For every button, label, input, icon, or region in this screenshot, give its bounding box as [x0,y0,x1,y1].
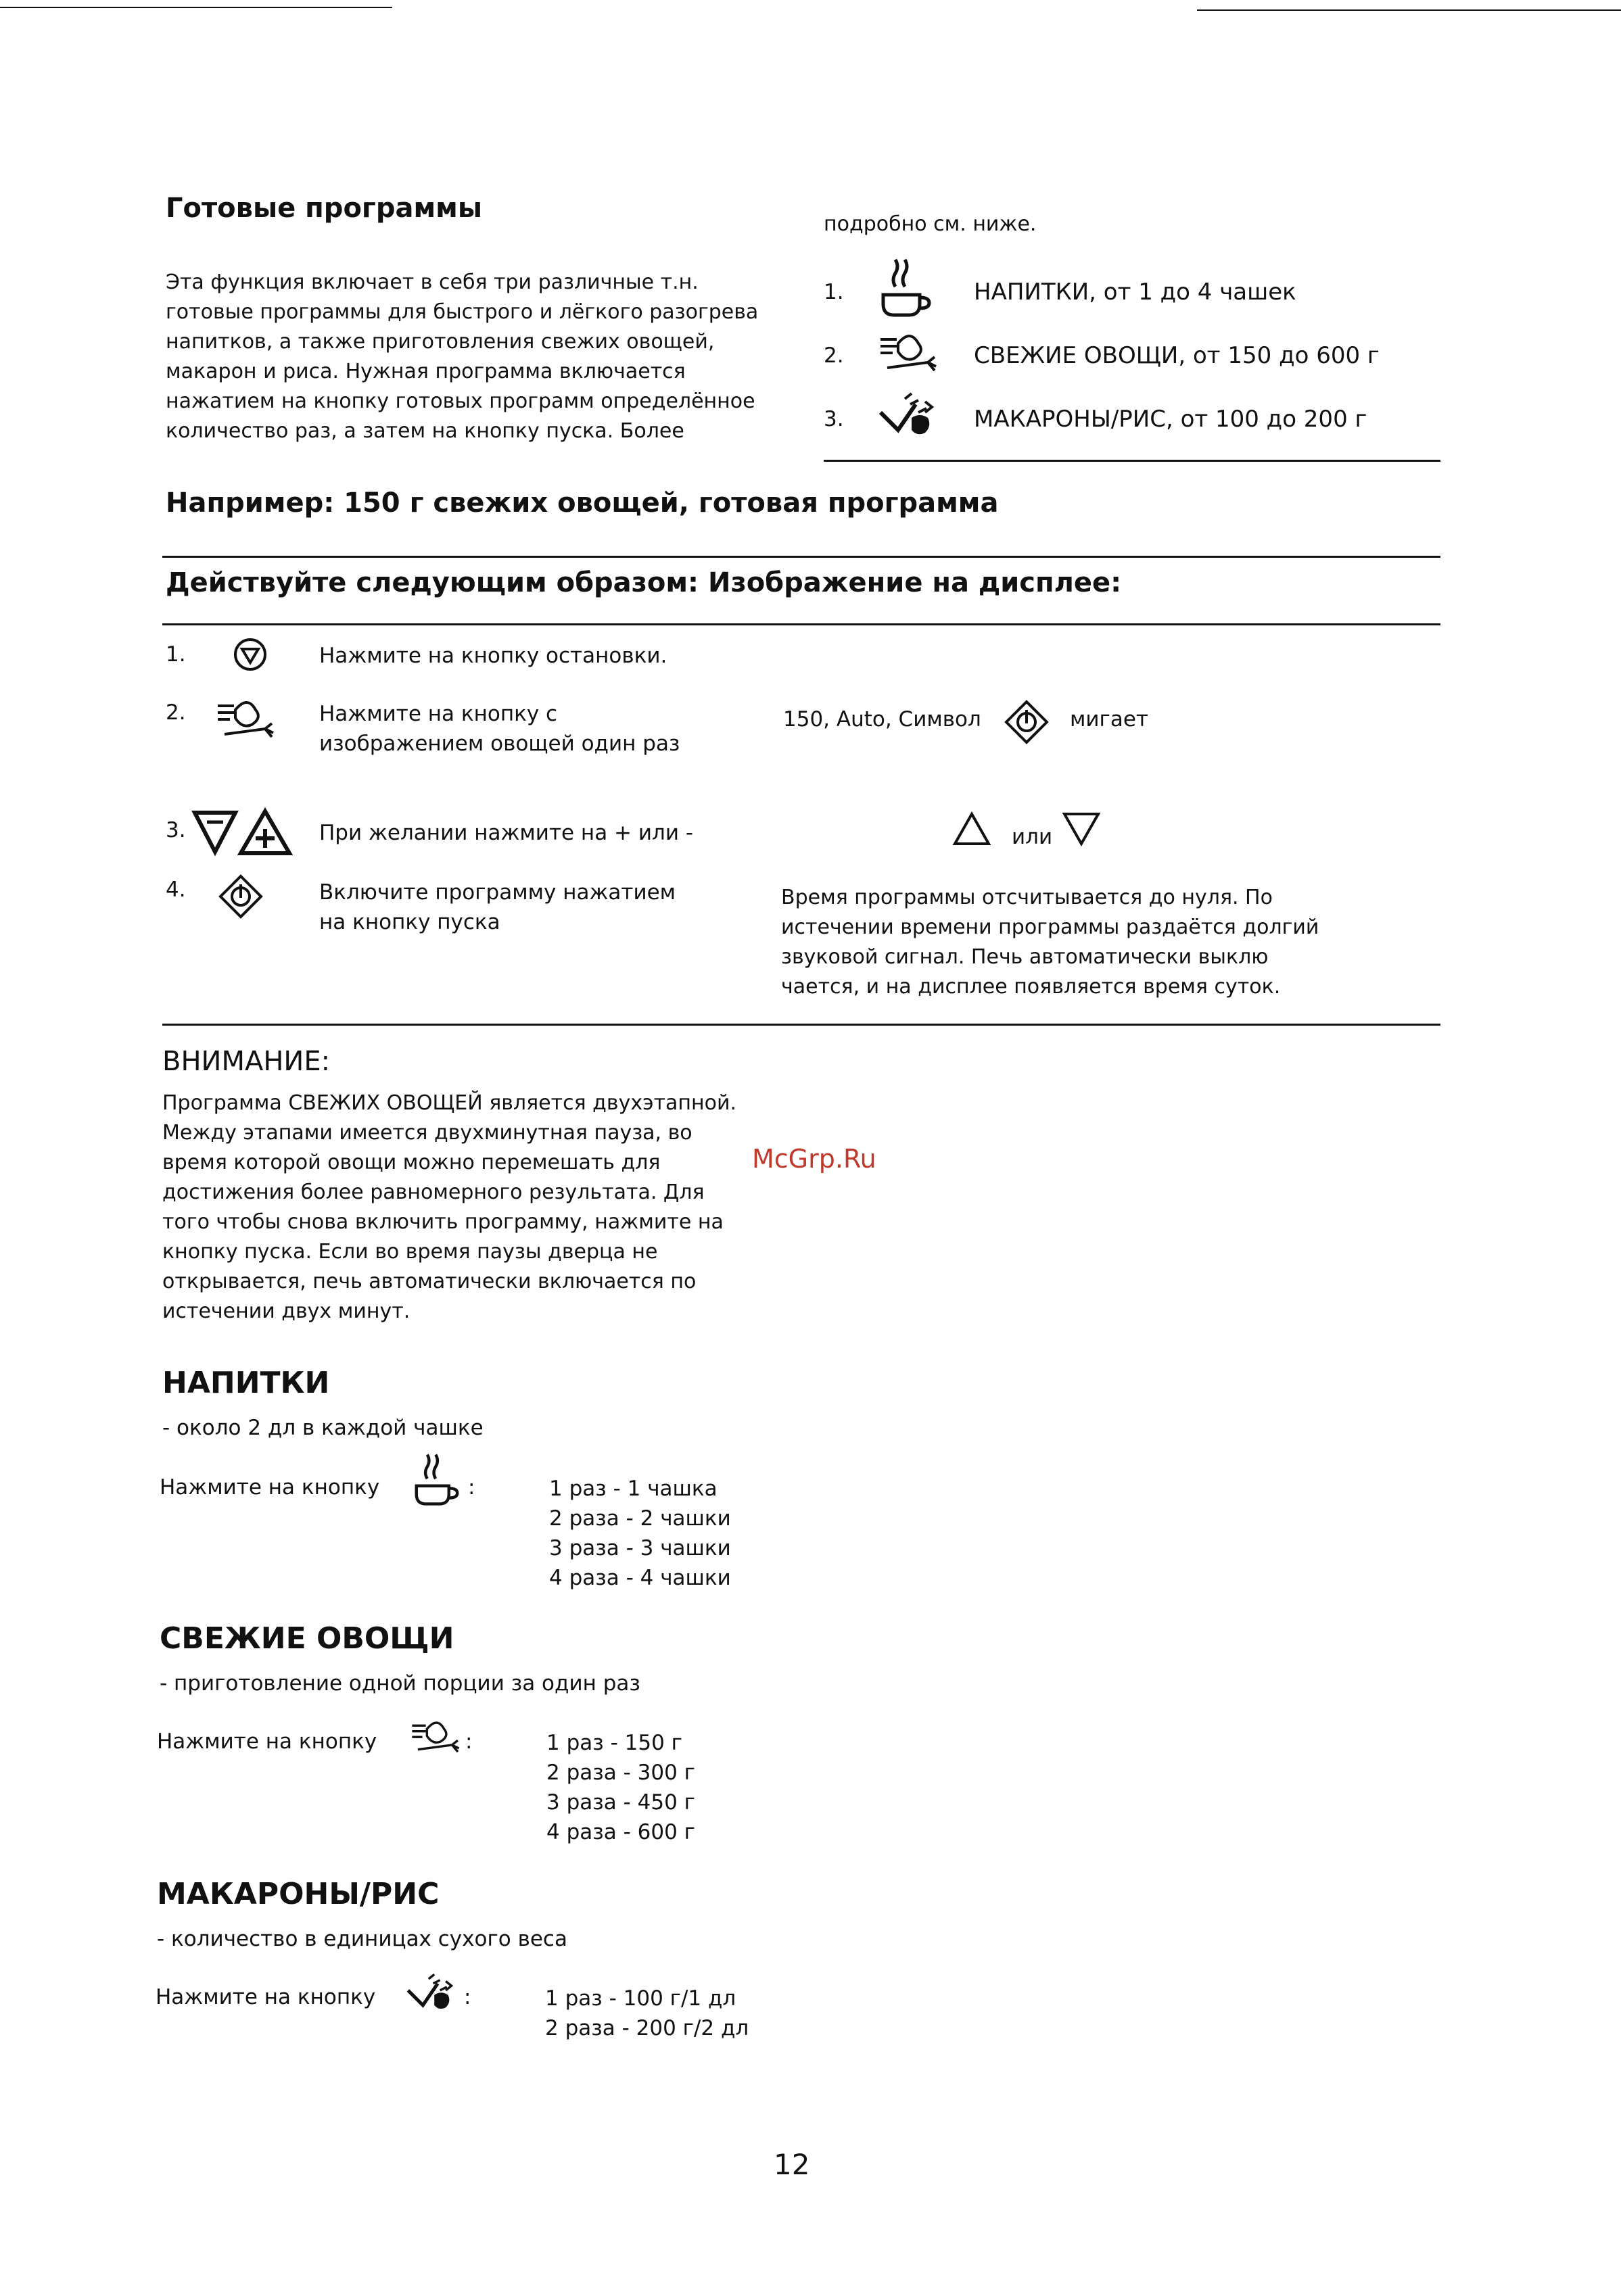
program-label: НАПИТКИ, от 1 до 4 чашек [974,279,1296,306]
step-number: 4. [166,878,186,902]
press-count-list [546,1728,695,1847]
press-count-list [545,1984,749,2043]
press-count-row: 4 раза - 4 чашки [549,1566,731,1590]
colon: : [465,1729,473,1754]
display-text: 150, Auto, Символ [783,707,981,732]
display-line: звуковой сигнал. Печь автоматически выклю [781,945,1269,969]
example-title: Например: 150 г свежих овощей, готовая программа [166,487,999,519]
press-count-row: 2 раза - 200 г/2 дл [545,2016,749,2040]
intro-line: Эта функция включает в себя три различные т.н. [166,270,699,294]
attention-line: Программа СВЕЖИХ ОВОЩЕЙ является двухэтапной. [162,1091,737,1115]
intro-line: готовые программы для быстрого и лёгкого разогрева [166,300,759,324]
attention-line: Между этапами имеется двухминутная пауза, во [162,1121,692,1145]
program-number: 3. [824,407,844,431]
attention-line: время которой овощи можно перемешать для [162,1151,661,1174]
step-text: Нажмите на кнопку остановки. [319,644,667,668]
step-text: При желании нажмите на + или - [319,821,694,845]
start-icon [1004,699,1050,745]
top-edge-line-right [1197,9,1621,11]
colon: : [468,1475,475,1500]
section-title: НАПИТКИ [162,1366,330,1400]
cup-icon [879,257,933,318]
colon: : [464,1985,471,2009]
display-text: или [1012,825,1053,849]
display-line: истечении времени программы раздаётся долгий [781,915,1319,939]
intro-line: нажатием на кнопку готовых программ определённое [166,389,755,413]
pasta-rice-icon [878,392,939,441]
display-text: мигает [1070,707,1148,732]
step-text: на кнопку пуска [319,910,500,934]
intro-line: количество раз, а затем на кнопку пуска. Более [166,419,684,443]
stop-icon [233,637,268,672]
section-title: СВЕЖИЕ ОВОЩИ [160,1621,454,1656]
press-count-row: 3 раза - 3 чашки [549,1536,731,1560]
program-label: МАКАРОНЫ/РИС, от 100 до 200 г [974,406,1367,433]
divider [824,460,1440,462]
press-count-row: 3 раза - 450 г [546,1790,695,1815]
press-count-row: 1 раз - 150 г [546,1731,682,1755]
attention-line: открывается, печь автоматически включается по [162,1270,697,1293]
program-label: СВЕЖИЕ ОВОЩИ, от 150 до 600 г [974,342,1380,369]
intro-continuation: подробно см. ниже. [824,212,1037,236]
attention-line: истечении двух минут. [162,1299,410,1323]
press-count-row: 4 раза - 600 г [546,1820,695,1844]
section-subtitle: - приготовление одной порции за один раз [160,1671,640,1696]
pasta-rice-icon [406,1973,457,2015]
watermark: McGrp.Ru [752,1144,876,1174]
step-number: 2. [166,700,186,725]
attention-line: достижения более равномерного результата. Для [162,1180,705,1204]
press-count-list [549,1474,731,1593]
vegetables-icon [410,1717,461,1758]
divider [162,556,1440,558]
display-description [781,883,1319,1002]
program-number: 1. [824,280,844,304]
columns-header: Действуйте следующим образом: Изображение на дисплее: [166,567,1122,598]
intro-line: напитков, а также приготовления свежих овощей, [166,330,715,354]
step-text: Включите программу нажатием [319,880,676,905]
step-number: 1. [166,642,186,667]
press-label: Нажмите на кнопку [156,1985,376,2009]
press-label: Нажмите на кнопку [157,1729,377,1754]
display-line: чается, и на дисплее появляется время суток. [781,975,1281,999]
press-label: Нажмите на кнопку [160,1475,380,1500]
attention-paragraph [162,1089,736,1326]
vegetables-icon [215,696,276,744]
step-number: 3. [166,818,186,842]
page-title: Готовые программы [166,193,483,224]
section-title: МАКАРОНЫ/РИС [157,1877,440,1911]
intro-line: макарон и риса. Нужная программа включается [166,360,686,383]
press-count-row: 1 раз - 1 чашка [549,1477,718,1501]
top-edge-line-left [0,7,392,8]
press-count-row: 2 раза - 300 г [546,1761,695,1785]
attention-title: ВНИМАНИЕ: [162,1046,331,1077]
section-subtitle: - количество в единицах сухого веса [157,1927,567,1951]
vegetables-icon [878,330,939,377]
attention-line: того чтобы снова включить программу, нажмите на [162,1210,724,1234]
display-line: Время программы отсчитывается до нуля. По [781,886,1273,909]
intro-paragraph [166,268,788,446]
step-text: Нажмите на кнопку с [319,702,558,726]
start-icon [218,874,264,919]
press-count-row: 2 раза - 2 чашки [549,1506,731,1531]
cup-icon [413,1452,461,1506]
divider [162,1024,1440,1026]
down-triangle-icon [1062,811,1101,846]
section-subtitle: - около 2 дл в каждой чашке [162,1416,484,1440]
up-triangle-icon [952,811,991,846]
step-text: изображением овощей один раз [319,732,680,756]
divider [162,623,1440,625]
program-number: 2. [824,343,844,368]
minus-plus-icon [192,809,292,856]
attention-line: кнопку пуска. Если во время паузы дверца не [162,1240,658,1264]
page-number: 12 [774,2148,810,2181]
press-count-row: 1 раз - 100 г/1 дл [545,1986,736,2011]
